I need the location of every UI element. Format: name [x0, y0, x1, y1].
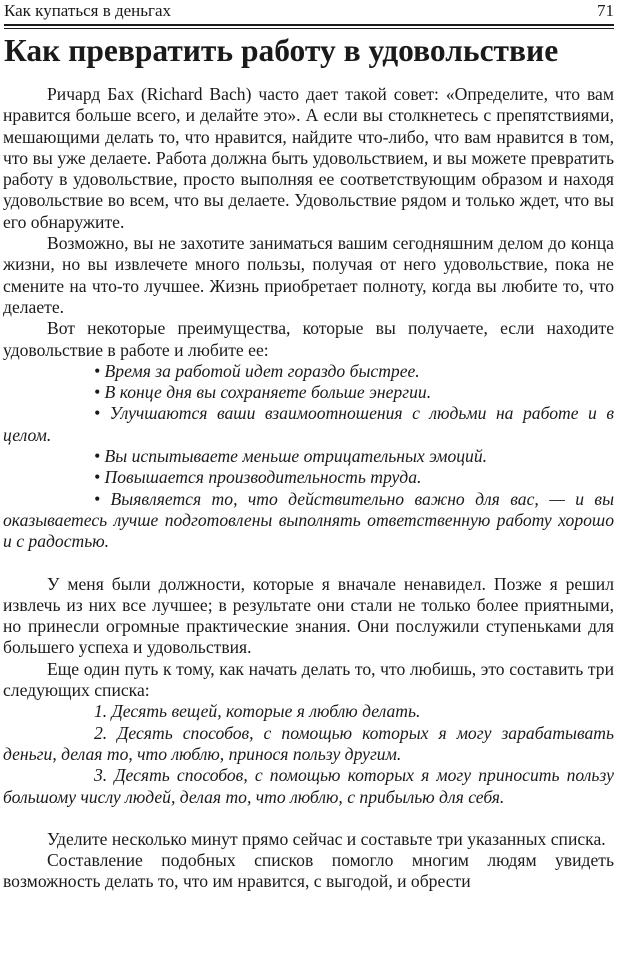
benefit-item: • Выявляется то, что действительно важно для вас, — и вы оказываетесь лучше подготовлены выполнять ответственную работу хорошо и с радостью.: [3, 488, 614, 552]
benefit-item: • Время за работой идет гораздо быстрее.: [94, 360, 420, 381]
paragraph: Еще один путь к тому, как начать делать то, что любишь, это составить три следующих списка:: [3, 658, 614, 701]
benefit-item: • В конце дня вы сохраняете больше энергии.: [94, 382, 432, 403]
numbered-list-item: 1. Десять вещей, которые я люблю делать.: [94, 701, 421, 722]
header-rule: [4, 24, 614, 26]
numbered-list-item: 2. Десять способов, с помощью которых я могу зарабатывать деньги, делая то, что люблю, принося пользу другим.: [3, 722, 614, 764]
paragraph: Составление подобных списков помогло многим людям увидеть возможность делать то, что им нравится, с выгодой, и обрести: [3, 850, 614, 892]
running-header: [4, 0, 614, 24]
running-title: Как купаться в деньгах: [4, 1, 172, 20]
chapter-title: Как превратить работу в удовольствие: [4, 33, 559, 68]
benefit-item: • Улучшаются ваши взаимоотношения с людьми на работе и в целом.: [3, 403, 614, 445]
numbered-list-item: 3. Десять способов, с помощью которых я могу приносить пользу большому числу людей, делая то, что люблю, с прибылью для себя.: [3, 765, 614, 807]
paragraph: Ричард Бах (Richard Bach) часто дает такой совет: «Определите, что вам нравится больше всего, и делайте это». А если вы столкнетесь с препятствиями, мешающими делать то, что нравится, найдите что-либо, что вам нравится в том, что вы уже делаете. Работа должна быть удовольствием, и вы можете превратить работу в удовольствие, просто выполняя ее соответствующим образом и находя удовольствие во всем, что вы делаете. Удовольствие рядом и только ждет, что вы его обнаружите.: [3, 84, 614, 232]
paragraph: Вот некоторые преимущества, которые вы получаете, если находите удовольствие в работе и любите ее:: [3, 318, 614, 360]
body-text: [3, 84, 614, 893]
paragraph: Уделите несколько минут прямо сейчас и составьте три указанных списка.: [47, 828, 606, 849]
paragraph: Возможно, вы не захотите заниматься вашим сегодняшним делом до конца жизни, но вы извлечете много пользы, получая от него удовольствие, пока не смените на что-то лучшее. Жизнь приобретает полноту, когда вы любите то, что делаете.: [3, 233, 614, 317]
benefit-item: • Вы испытываете меньше отрицательных эмоций.: [94, 446, 488, 467]
header-rule-thin: [4, 28, 614, 29]
benefit-item: • Повышается производительность труда.: [94, 467, 422, 488]
page-number: 71: [597, 1, 614, 20]
paragraph: У меня были должности, которые я вначале ненавидел. Позже я решил извлечь из них все лучшее; в результате они стали не только более приятными, но принесли огромные практические знания. Они послужили ступеньками для большего успеха и удовольствия.: [3, 573, 614, 658]
